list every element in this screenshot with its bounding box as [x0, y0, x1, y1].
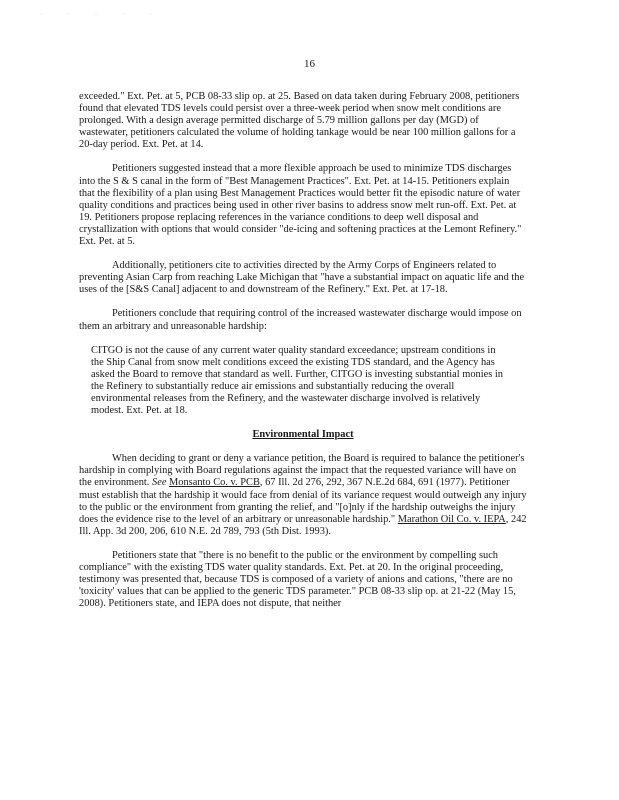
text-segment: , 67 Ill. 2d 276, 292, 367 N.E.2d 684, 691 (1977). Petitioner must establish that the hardship it would face from denial of its variance request would outweigh any injury to the public or the environment from granting the relief, and "[o]nly if the hardship outweighs the injury does the evidence rise to the level of an arbitrary or unreasonable hardship." [79, 477, 527, 525]
paragraph-best-management: Petitioners suggested instead that a more flexible approach be used to minimize TDS discharges into the S & S canal in the form of "Best Management Practices". Ext. Pet. at 14-15. Petitioners explain that the flexibility of a plan using Best Management Practices would better fit the episodic nature of water quality conditions and practices being used in other river basins to address snow melt run-off. Ext. Pet. at 19. Petitioners propose replacing references in the variance conditions to deep well disposal and crystallization with options that would consider "de-icing and softening practices at the Lemont Refinery." Ext. Pet. at 5. [79, 163, 522, 248]
page-number: 16 [304, 58, 315, 70]
block-quote: CITGO is not the cause of any current water quality standard exceedance; upstream conditions in the Ship Canal from snow melt conditions exceed the existing TDS standard, and the Agency has asked the Board to remove that standard as well. Further, CITGO is investing substantial monies in the Refinery to substantially reduce air emissions and substantially reducing the overall environmental releases from the Refinery, and the wastewater discharge involved is relatively modest. Ext. Pet. at 18. [91, 344, 503, 417]
paragraph-continuation: exceeded." Ext. Pet. at 5, PCB 08-33 slip op. at 25. Based on data taken during February 2008, petitioners found that elevated TDS levels could persist over a three-week period when snow melt conditions are prolonged. With a design average permitted discharge of 5.79 million gallons per day (MGD) of wastewater, petitioners calculated the volume of holding tankage would be near 100 million gallons for a 20-day period. Ext. Pet. at 14. [79, 91, 520, 151]
signal-see: See [152, 477, 167, 489]
paragraph-hardship-conclusion: Petitioners conclude that requiring control of the increased wastewater discharge would impose on them an arbitrary and unreasonable hardship: [79, 308, 522, 332]
paragraph-no-benefit: Petitioners state that "there is no benefit to the public or the environment by compelling such compliance" with the existing TDS water quality standards. Ext. Pet. at 20. In the original proceeding, testimony was presented that, because TDS is composed of a variety of anions and cations, "there are no 'toxicity' values that can be applied to the generic TDS parameter." PCB 08-33 slip op. at 21-22 (May 15, 2008). Petitioners state, and IEPA does not dispute, that neither [79, 549, 516, 610]
paragraph-asian-carp: Additionally, petitioners cite to activities directed by the Army Corps of Engineers related to preventing Asian Carp from reaching Lake Michigan that "have a substantial impact on aquatic life and the uses of the [S&S Canal] adjacent to and downstream of the Refinery." Ext. Pet. at 17-18. [79, 260, 525, 296]
document-body [79, 91, 527, 610]
text-segment: , 242 Ill. App. 3d 200, 206, 610 N.E. 2d 789, 793 (5th Dist. 1993). [79, 513, 527, 537]
text-segment: When deciding to grant or deny a variance petition, the Board is required to balance the petitioner's hardship in complying with Board regulations against the impact that the requested variance will have on the environment. [79, 453, 525, 489]
case-citation-marathon: Marathon Oil Co. v. IEPA [397, 513, 506, 525]
paragraph-balancing-test [79, 453, 527, 538]
scan-corner-marks: · · · · · [40, 12, 164, 18]
case-citation-monsanto: Monsanto Co. v. PCB [169, 477, 260, 489]
section-heading: Environmental Impact [252, 429, 354, 441]
